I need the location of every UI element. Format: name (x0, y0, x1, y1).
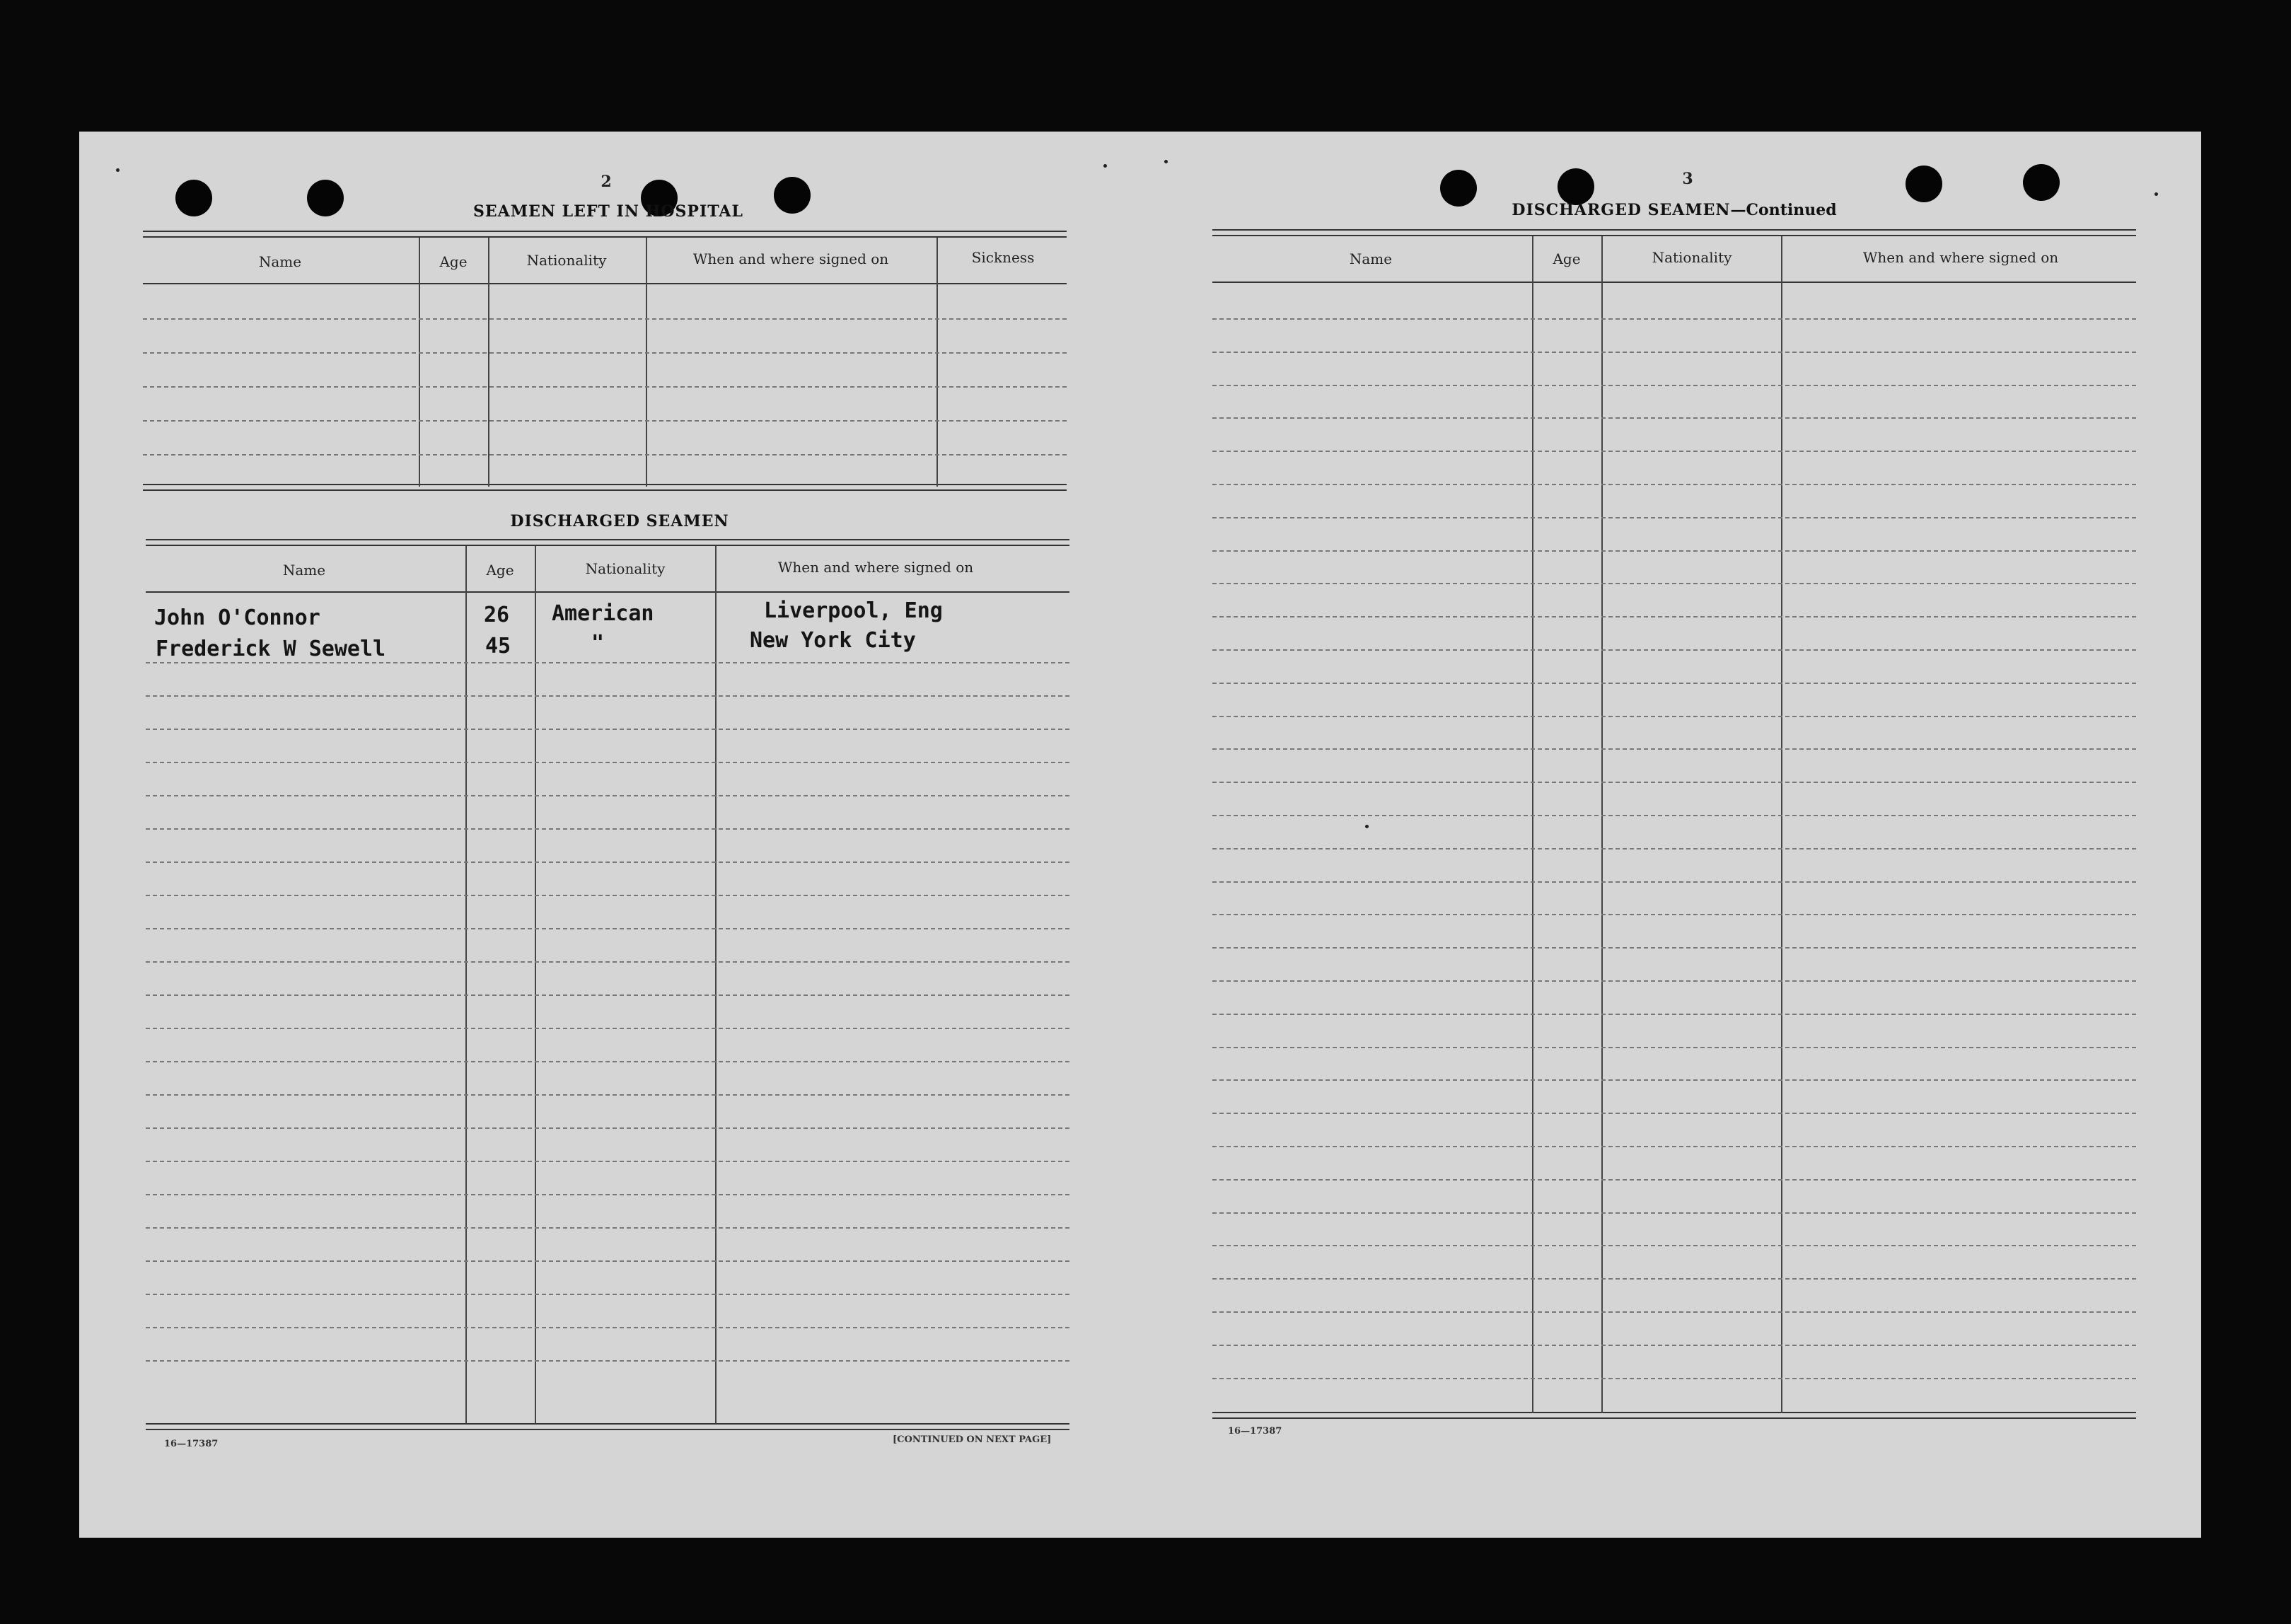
column-header-signed-on: When and where signed on (1862, 249, 2059, 266)
table-bottom-rule (143, 484, 1067, 491)
column-header-nationality: Nationality (1652, 249, 1732, 266)
punch-hole (307, 180, 344, 216)
speck (2154, 192, 2158, 196)
table-header-rule (143, 283, 1067, 284)
ruled-line (1212, 848, 2136, 849)
ruled-line (1212, 716, 2136, 717)
ruled-line (1212, 1345, 2136, 1346)
column-divider (1781, 236, 1782, 1413)
entry-nationality: American (552, 601, 654, 626)
column-header-age: Age (1553, 250, 1581, 267)
speck (1103, 164, 1107, 168)
column-divider (535, 546, 536, 1423)
page-number-right: 3 (1682, 170, 1693, 188)
ruled-line (1212, 1079, 2136, 1081)
ruled-line (146, 828, 1069, 830)
column-divider (488, 238, 489, 487)
ruled-line (1212, 1212, 2136, 1214)
punch-hole (1440, 170, 1477, 207)
entry-signed-on: New York City (750, 628, 916, 653)
column-header-age: Age (486, 562, 514, 579)
ruled-line (146, 1360, 1069, 1362)
column-header-sickness: Sickness (971, 249, 1035, 266)
entry-name: Frederick W Sewell (156, 637, 386, 661)
speck (1164, 160, 1168, 163)
punch-hole (2023, 164, 2060, 201)
ruled-line (1212, 649, 2136, 651)
column-header-name: Name (282, 562, 326, 579)
ruled-line (1212, 748, 2136, 750)
ruled-line (1212, 1179, 2136, 1181)
ruled-line (143, 352, 1067, 354)
section-title-hospital: SEAMEN LEFT IN HOSPITAL (473, 202, 743, 221)
entry-nationality: " (591, 631, 605, 656)
column-divider (936, 238, 938, 487)
ruled-line (1212, 385, 2136, 386)
ruled-line (146, 961, 1069, 963)
ruled-line (1212, 881, 2136, 883)
table-bottom-rule (1212, 1412, 2136, 1419)
column-divider (465, 546, 467, 1423)
column-header-age: Age (439, 253, 468, 270)
ruled-line (146, 729, 1069, 730)
column-divider (1601, 236, 1603, 1413)
table-bottom-rule (146, 1423, 1069, 1430)
column-divider (1532, 236, 1533, 1413)
ruled-line (146, 1161, 1069, 1162)
speck (1365, 825, 1369, 828)
punch-hole (175, 180, 212, 216)
ruled-line (146, 994, 1069, 996)
column-header-nationality: Nationality (526, 252, 607, 269)
column-divider (715, 546, 717, 1423)
ruled-line (143, 318, 1067, 320)
ruled-line (146, 1227, 1069, 1229)
ruled-line (143, 420, 1067, 422)
ruled-line (1212, 815, 2136, 816)
entry-signed-on: Liverpool, Eng (764, 598, 943, 623)
punch-hole (1906, 166, 1942, 202)
column-header-name: Name (1349, 250, 1393, 267)
ruled-line (146, 1260, 1069, 1262)
punch-hole (1558, 168, 1594, 205)
ruled-line (146, 795, 1069, 796)
table-top-rule (1212, 229, 2136, 236)
ruled-line (146, 1061, 1069, 1062)
table-header-rule (1212, 282, 2136, 283)
entry-age: 26 (484, 603, 510, 627)
ruled-line (1212, 914, 2136, 915)
form-number: 16—17387 (1228, 1426, 1282, 1437)
ruled-line (1212, 550, 2136, 552)
section-title-discharged: DISCHARGED SEAMEN (510, 512, 729, 530)
page-number-left: 2 (601, 173, 612, 191)
ruled-line (1212, 1311, 2136, 1313)
ruled-line (146, 895, 1069, 896)
ruled-line (146, 1028, 1069, 1029)
section-title-suffix: —Continued (1730, 201, 1837, 219)
ruled-line (1212, 1113, 2136, 1114)
ruled-line (1212, 1146, 2136, 1147)
ruled-line (146, 695, 1069, 697)
ruled-line (1212, 417, 2136, 419)
column-header-signed-on: When and where signed on (692, 250, 889, 267)
column-header-name: Name (258, 253, 302, 270)
ruled-line (1212, 517, 2136, 518)
ruled-line (1212, 1047, 2136, 1048)
ruled-line (1212, 1378, 2136, 1379)
ruled-line (1212, 1014, 2136, 1015)
ruled-line (1212, 451, 2136, 452)
punch-hole (774, 177, 811, 214)
entry-age: 45 (485, 634, 511, 659)
ruled-line (1212, 947, 2136, 949)
section-title-discharged-continued (1512, 201, 1836, 219)
column-divider (646, 238, 647, 487)
ruled-line (1212, 683, 2136, 684)
table-top-rule (143, 231, 1067, 238)
ruled-line (146, 1294, 1069, 1295)
ruled-line (143, 454, 1067, 456)
ruled-line (143, 386, 1067, 388)
column-header-signed-on: When and where signed on (777, 559, 974, 576)
table-header-rule (146, 591, 1069, 593)
table-top-rule (146, 539, 1069, 546)
ruled-line (1212, 352, 2136, 353)
ruled-line (1212, 980, 2136, 982)
ruled-line (146, 862, 1069, 863)
speck (116, 168, 120, 172)
ruled-line (146, 1094, 1069, 1096)
form-number: 16—17387 (164, 1439, 219, 1449)
ruled-line (1212, 1278, 2136, 1280)
ruled-line (146, 1327, 1069, 1328)
ruled-line (1212, 484, 2136, 485)
column-divider (419, 238, 420, 487)
continued-note: [CONTINUED ON NEXT PAGE] (893, 1434, 1052, 1445)
ruled-line (146, 662, 1069, 663)
ruled-line (1212, 583, 2136, 584)
ruled-line (146, 1127, 1069, 1129)
ruled-line (1212, 616, 2136, 617)
section-title-text: DISCHARGED SEAMEN (1512, 201, 1731, 219)
ruled-line (1212, 1245, 2136, 1246)
ruled-line (146, 762, 1069, 763)
ruled-line (1212, 318, 2136, 320)
ruled-line (146, 1194, 1069, 1195)
ruled-line (146, 928, 1069, 929)
column-header-nationality: Nationality (585, 560, 666, 577)
entry-name: John O'Connor (154, 605, 320, 630)
ruled-line (1212, 782, 2136, 783)
